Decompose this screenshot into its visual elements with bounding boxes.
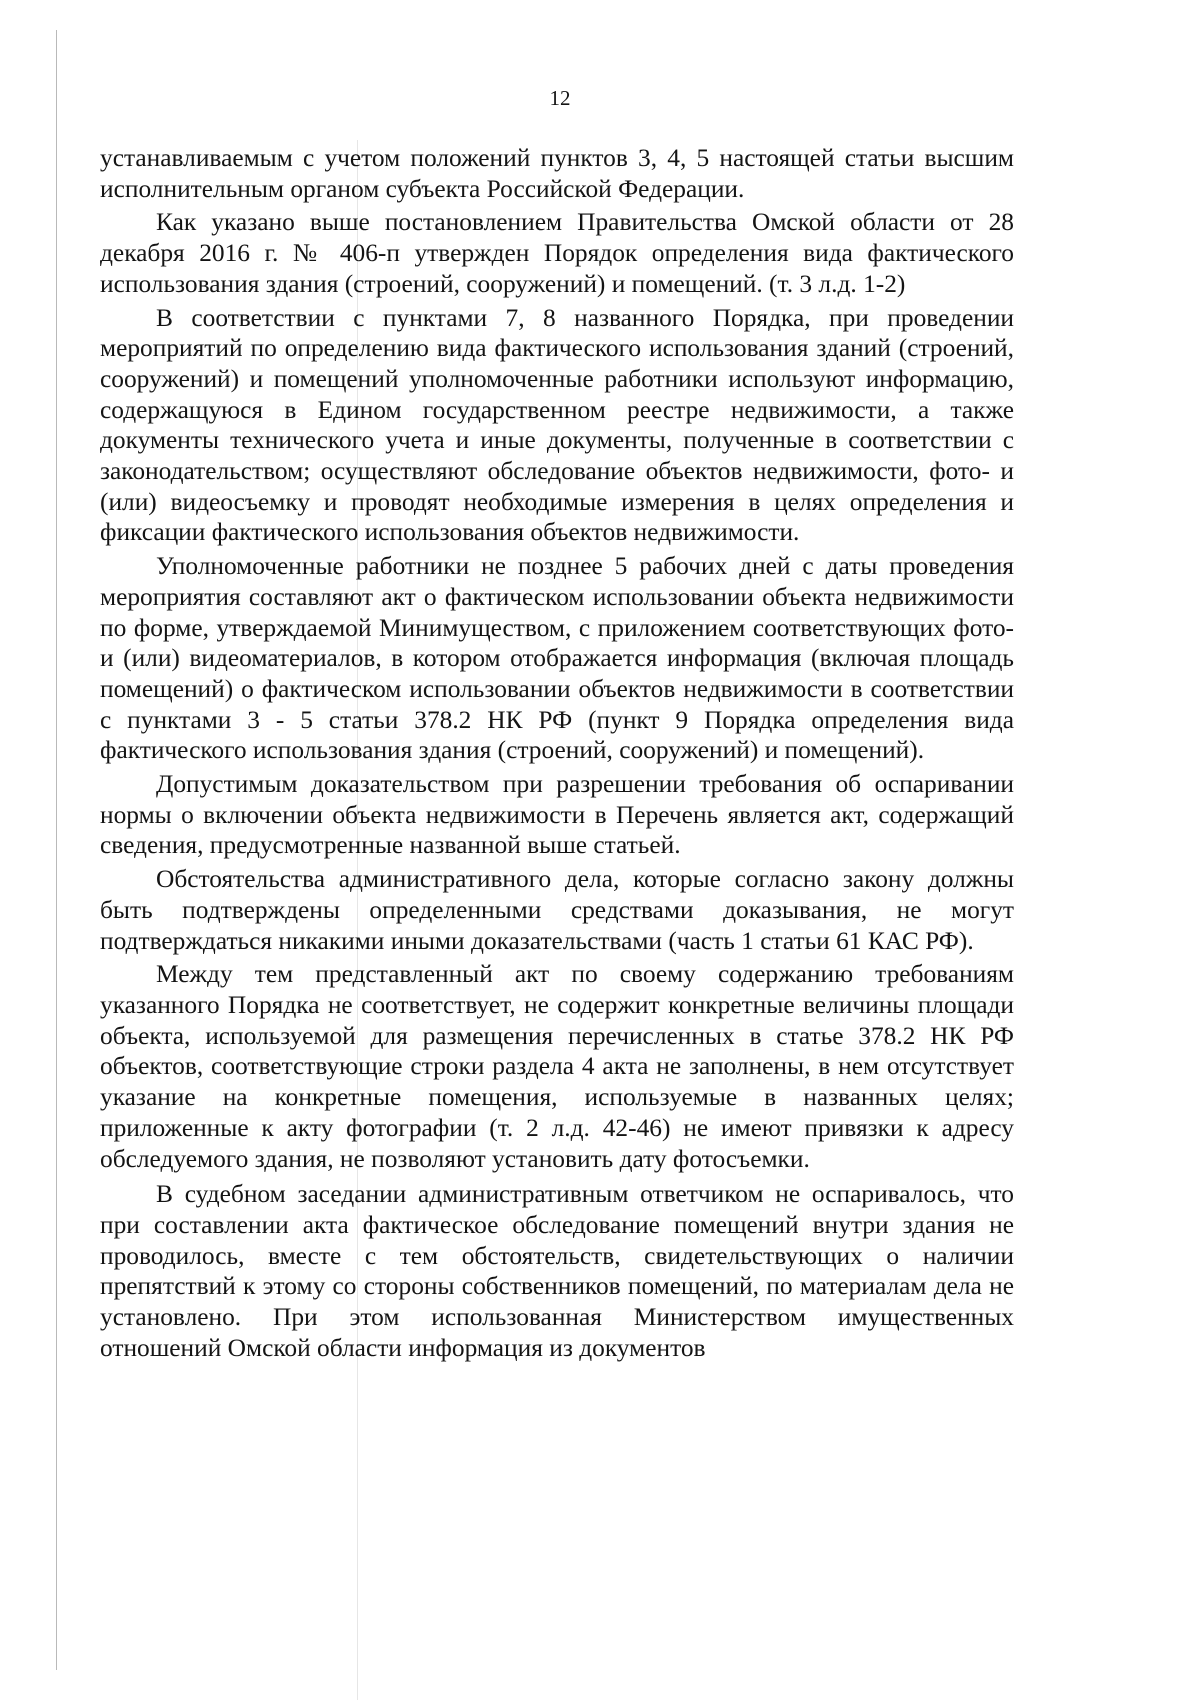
paragraph-continuation: устанавливаемым с учетом положений пунктов 3, 4, 5 настоящей статьи высшим исполнительным органом субъекта Российской Федерации.: [100, 144, 1014, 203]
paragraph-resolution-reference: Как указано выше постановлением Правительства Омской области от 28 декабря 2016 г. № 406-п утвержден Порядок определения вида фактического использования здания (строений, сооружений) и помещений. (т. 3 л.д. 1-2): [100, 208, 1014, 298]
paragraph-procedure-points: В соответствии с пунктами 7, 8 названного Порядка, при проведении мероприятий по определению вида фактического использования зданий (строений, сооружений) и помещений уполномоченные работники используют информацию, содержащуюся в Едином государственном реестре недвижимости, а также документы технического учета и иные документы, полученные в соответствии с законодательством; осуществляют обследование объектов недвижимости, фото- и (или) видеосъемку и проводят необходимые измерения в целях определения и фиксации фактического использования объектов недвижимости.: [100, 303, 1014, 547]
paragraph-court-hearing: В судебном заседании административным ответчиком не оспаривалось, что при составлении акта фактическое обследование помещений внутри здания не проводилось, вместе с тем обстоятельств, свидетельствующих о наличии препятствий к этому со стороны собственников помещений, по материалам дела не установлено. При этом использованная Министерством имущественных отношений Омской области информация из документов: [100, 1180, 1014, 1362]
paragraph-act-deficiencies: Между тем представленный акт по своему содержанию требованиям указанного Порядка не соответствует, не содержит конкретные величины площади объекта, используемой для размещения перечисленных в статье 378.2 НК РФ объектов, соответствующие строки раздела 4 акта не заполнены, в нем отсутствует указание на конкретные помещения, используемые в названных целях; приложенные к акту фотографии (т. 2 л.д. 42-46) не имеют привязки к адресу обследуемого здания, не позволяют установить дату фотосъемки.: [100, 960, 1014, 1173]
paragraph-circumstances: Обстоятельства административного дела, которые согласно закону должны быть подтверждены определенными средствами доказывания, не могут подтверждаться никакими иными доказательствами (часть 1 статьи 61 КАС РФ).: [100, 865, 1014, 955]
page-number: 12: [549, 86, 571, 110]
scan-margin-line: [56, 30, 57, 1670]
paragraph-admissible-evidence: Допустимым доказательством при разрешении требования об оспаривании нормы о включении объекта недвижимости в Перечень является акт, содержащий сведения, предусмотренные названной выше статьей.: [100, 770, 1014, 860]
paragraph-inspection-act: Уполномоченные работники не позднее 5 рабочих дней с даты проведения мероприятия составляют акт о фактическом использовании объекта недвижимости по форме, утверждаемой Минимуществом, с приложением соответствующих фото- и (или) видеоматериалов, в котором отображается информация (включая площадь помещений) о фактическом использовании объектов недвижимости в соответствии с пунктами 3 - 5 статьи 378.2 НК РФ (пункт 9 Порядка определения вида фактического использования здания (строений, сооружений) и помещений).: [100, 552, 1014, 765]
document-body: [100, 143, 1014, 1366]
